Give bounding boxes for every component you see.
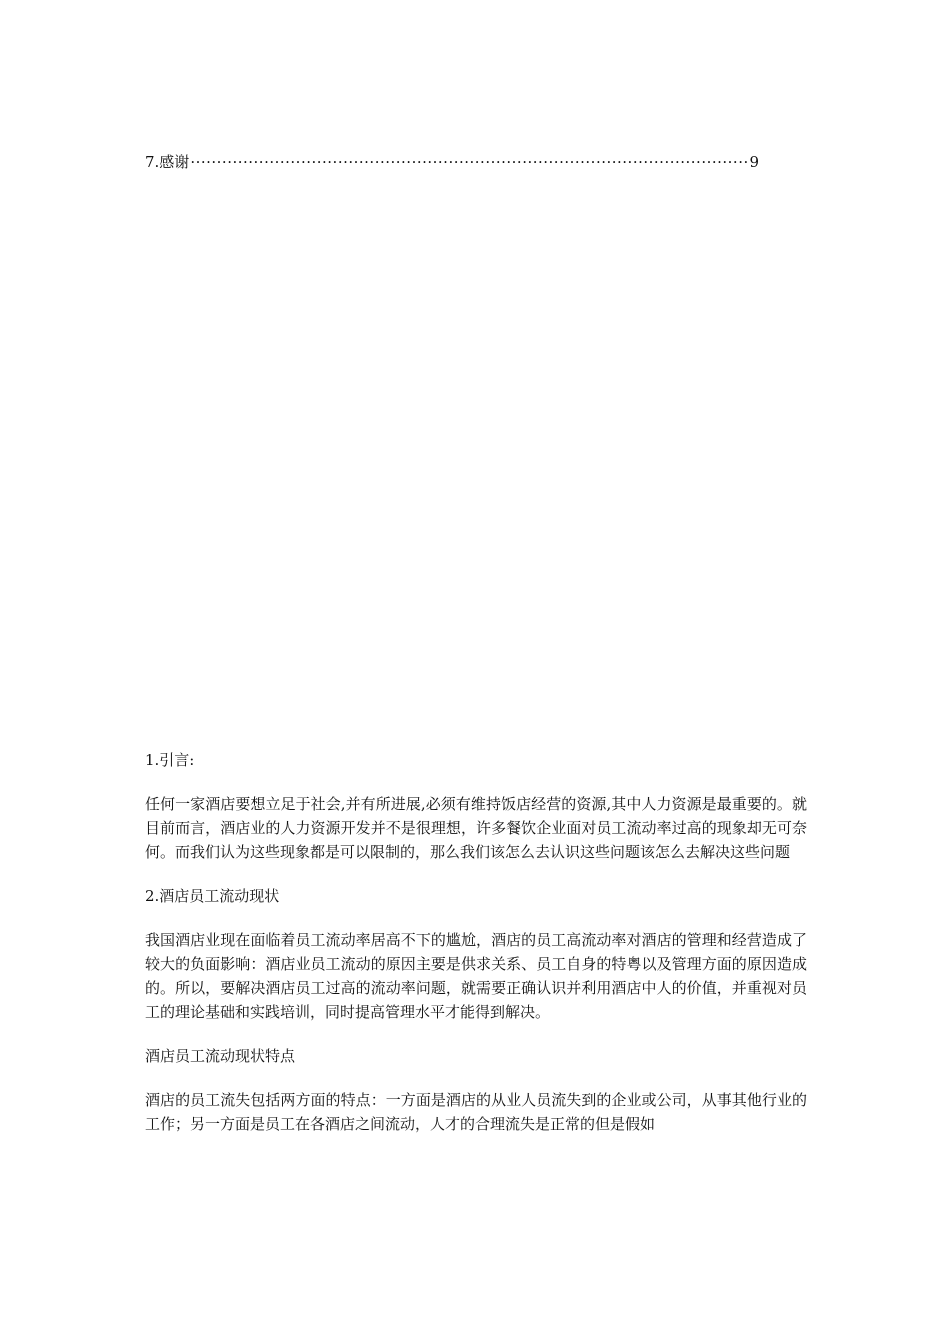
toc-entry-page: 9 — [749, 153, 759, 171]
status-paragraph: 我国酒店业现在面临着员工流动率居高不下的尴尬，酒店的员工高流动率对酒店的管理和经营造成了较大的负面影响：酒店业员工流动的原因主要是供求关系、员工自身的特粤以及管理方面的原因造成的。所以，要解决酒店员工过高的流动率问题，就需要正确认识并利用酒店中人的价值，并重视对员工的理论基础和实践培训，同时提高管理水平才能得到解决。 — [145, 931, 807, 1021]
toc-entry-label: 7.感谢 — [145, 153, 190, 171]
intro-paragraph: 任何一家酒店要想立足于社会,并有所进展,必须有维持饭店经营的资源,其中人力资源是最重要的。就目前而言，酒店业的人力资源开发并不是很理想，许多餐饮企业面对员工流动率过高的现象却无可奈何。而我们认为这些现象都是可以限制的，那么我们该怎么去认识这些问题该怎么去解决这些问题 — [145, 795, 807, 861]
toc-entry — [145, 151, 759, 173]
features-paragraph: 酒店的员工流失包括两方面的特点：一方面是酒店的从业人员流失到的企业或公司，从事其他行业的工作；另一方面是员工在各酒店之间流动，人才的合理流失是正常的但是假如 — [145, 1091, 807, 1133]
intro-heading: 1.引言: — [145, 751, 195, 769]
toc-dot-leader — [190, 151, 748, 173]
body-content — [145, 748, 807, 1156]
status-heading: 2.酒店员工流动现状 — [145, 887, 280, 905]
features-heading: 酒店员工流动现状特点 — [145, 1047, 296, 1065]
